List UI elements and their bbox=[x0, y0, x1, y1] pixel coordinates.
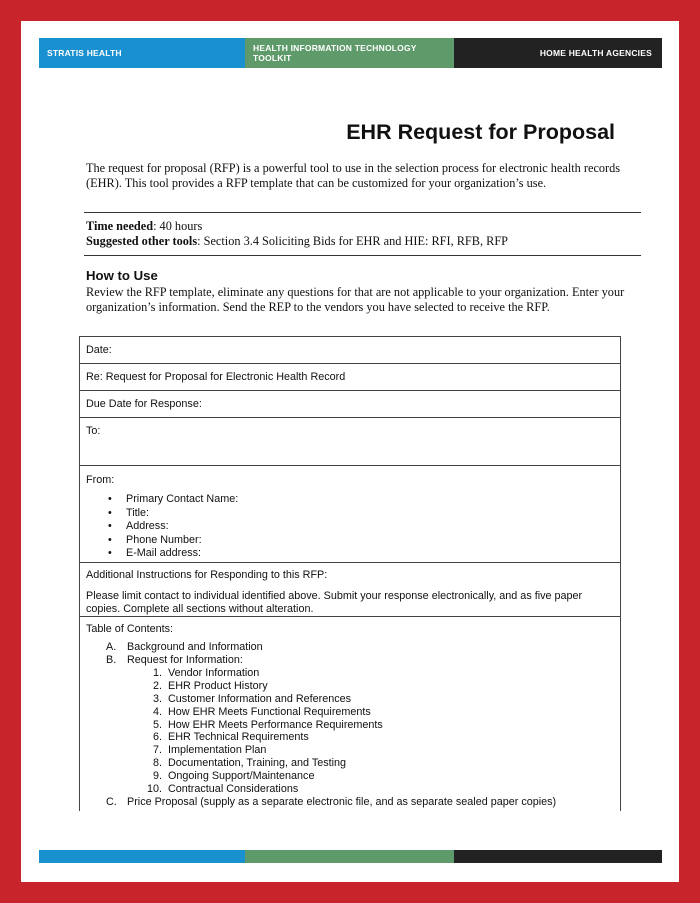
toc-subitem bbox=[86, 783, 614, 796]
divider bbox=[84, 255, 641, 256]
instructions-body: Please limit contact to individual identified above. Submit your response electronically, and as five paper copies. Complete all sections without alteration. bbox=[86, 590, 583, 615]
list-item: • Primary Contact Name: bbox=[126, 493, 614, 507]
list-item: • E-Mail address: bbox=[126, 547, 614, 561]
toc-text: Vendor Information bbox=[168, 667, 260, 679]
table-row-date: Date: bbox=[80, 337, 620, 364]
toc-text: Request for Information: bbox=[127, 654, 243, 666]
suggested-tools-line bbox=[86, 234, 626, 249]
table-row-re: Re: Request for Proposal for Electronic Health Record bbox=[80, 364, 620, 391]
toc-marker: A. bbox=[106, 641, 117, 653]
intro-paragraph: The request for proposal (RFP) is a powerful tool to use in the selection process for electronic health records (EHR). This tool provides a RFP template that can be customized for your organization’s use. bbox=[86, 161, 621, 190]
toc-subitem bbox=[86, 770, 614, 783]
toc-marker: 8. bbox=[152, 757, 162, 770]
table-row-instructions bbox=[80, 563, 620, 617]
toc-subitem bbox=[86, 744, 614, 757]
table-row-contents bbox=[80, 617, 620, 811]
toc-marker: 4. bbox=[152, 705, 162, 718]
toc-subitem bbox=[86, 731, 614, 744]
toc-subitem bbox=[86, 667, 614, 680]
document-page bbox=[21, 21, 679, 882]
header-org: STRATIS HEALTH bbox=[39, 38, 245, 68]
toc-text: Customer Information and References bbox=[168, 692, 352, 705]
rfp-template-table bbox=[79, 336, 621, 811]
toc-text: How EHR Meets Functional Requirements bbox=[168, 705, 371, 718]
time-needed-label: Time needed bbox=[86, 219, 154, 233]
footer-bar bbox=[39, 850, 662, 863]
time-needed-line bbox=[86, 219, 626, 234]
suggested-tools-value: : Section 3.4 Soliciting Bids for EHR and HIE: RFI, RFB, RFP bbox=[197, 234, 509, 248]
from-list bbox=[86, 493, 614, 561]
toc-subitem bbox=[86, 706, 614, 719]
toc-text: Background and Information bbox=[127, 641, 263, 653]
footer-segment-blue bbox=[39, 850, 245, 863]
how-to-use-heading: How to Use bbox=[86, 268, 158, 283]
toc-marker: 3. bbox=[152, 692, 162, 705]
toc-marker: 5. bbox=[152, 718, 162, 731]
table-row-from bbox=[80, 466, 620, 563]
toc-text: EHR Product History bbox=[168, 679, 268, 692]
table-row-due: Due Date for Response: bbox=[80, 391, 620, 418]
header-bar bbox=[39, 38, 662, 68]
footer-segment-dark bbox=[454, 850, 662, 863]
list-item: • Title: bbox=[126, 507, 614, 521]
toc-subitem bbox=[86, 757, 614, 770]
toc-text: How EHR Meets Performance Requirements bbox=[168, 718, 383, 731]
toc-text: Ongoing Support/Maintenance bbox=[168, 770, 315, 783]
toc-text: Documentation, Training, and Testing bbox=[168, 757, 347, 770]
list-item: • Phone Number: bbox=[126, 534, 614, 548]
suggested-tools-label: Suggested other tools bbox=[86, 234, 198, 248]
toc-marker: C. bbox=[106, 795, 117, 808]
toc-subitem bbox=[86, 719, 614, 732]
toc-marker: 7. bbox=[152, 744, 162, 757]
toc-list bbox=[86, 641, 614, 809]
instructions-heading: Additional Instructions for Responding to this RFP: bbox=[86, 569, 328, 581]
how-to-use-body: Review the RFP template, eliminate any questions for that are not applicable to your organization. Enter your organization’s information. Send the REP to the vendors you have selected to receive the RFP. bbox=[86, 285, 625, 314]
header-toolkit: HEALTH INFORMATION TECHNOLOGY TOOLKIT bbox=[245, 38, 454, 68]
toc-marker: 6. bbox=[152, 731, 162, 744]
from-label: From: bbox=[86, 474, 115, 486]
toc-subitem bbox=[86, 680, 614, 693]
toc-item-b bbox=[86, 654, 614, 667]
page-title: EHR Request for Proposal bbox=[346, 120, 615, 144]
table-row-to: To: bbox=[80, 418, 620, 466]
toc-text: Implementation Plan bbox=[168, 744, 267, 757]
toc-marker: 9. bbox=[152, 770, 162, 783]
time-block bbox=[86, 219, 626, 249]
toc-item-c bbox=[86, 796, 614, 809]
header-audience: HOME HEALTH AGENCIES bbox=[454, 38, 662, 68]
toc-subitem bbox=[86, 693, 614, 706]
toc-marker: 1. bbox=[152, 667, 162, 679]
toc-marker: 10. bbox=[146, 783, 162, 796]
list-item: • Address: bbox=[126, 520, 614, 534]
toc-marker: B. bbox=[106, 654, 117, 666]
toc-text: Price Proposal (supply as a separate electronic file, and as separate sealed paper copies) bbox=[127, 795, 557, 808]
toc-heading: Table of Contents: bbox=[86, 623, 174, 635]
time-needed-value: : 40 hours bbox=[153, 219, 203, 233]
toc-item-a bbox=[86, 641, 614, 654]
footer-segment-green bbox=[245, 850, 454, 863]
toc-marker: 2. bbox=[152, 679, 162, 692]
toc-text: Contractual Considerations bbox=[168, 783, 299, 796]
toc-text: EHR Technical Requirements bbox=[168, 731, 309, 744]
divider bbox=[84, 212, 641, 213]
